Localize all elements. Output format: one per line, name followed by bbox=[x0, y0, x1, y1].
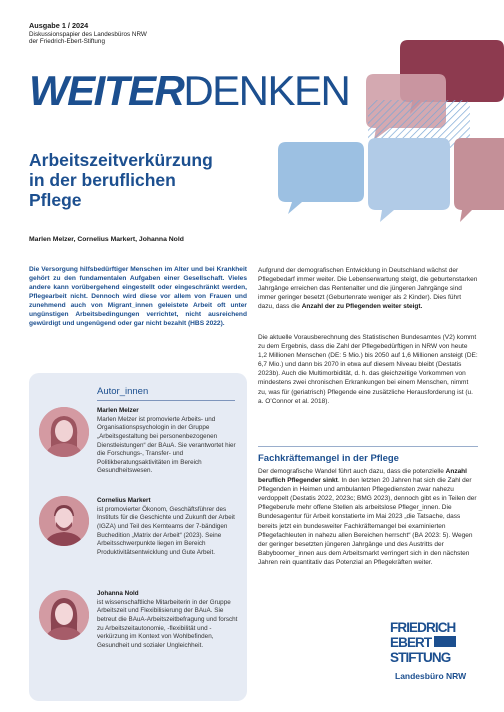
author-box-title: Autor_innen bbox=[97, 386, 149, 397]
fes-logo-line-3: STIFTUNG bbox=[390, 650, 451, 665]
author-melzer bbox=[97, 407, 242, 476]
title-line-3: Pflege bbox=[29, 190, 82, 211]
body-paragraph-3-text-b: . In den letzten 20 Jahren hat sich die Zahl der Pflegenden in Heimen und ambulanten Pflegediensten zwar nahezu verdoppelt (Destatis 2022, 2023c; BMG 2023), dennoch gibt es in Teilen der Pflegeberufe mehr offene Stellen als arbeitslose Pfleger_innen. Die Bundesagentur für Arbeit konstatierte im Mai 2023 „die Tatsache, dass bereits jetzt ein bundesweiter Fachkräftemangel bei examinierten Pflegefachleuten in nahezu allen Bereichen herrscht“ (BA 2023: 5). Wegen der geringer besetzten jüngeren Jahrgänge und des Austritts der Babyboomer_innen aus dem Arbeitsmarkt verringert sich in den nächsten Jahren rein quantitativ das Potenzial an Pflegekräften weiter. bbox=[258, 477, 477, 566]
series-logo-part-2: DENKEN bbox=[183, 67, 350, 114]
publisher-line-1: Diskussionspapier des Landesbüros NRW bbox=[29, 30, 147, 38]
regional-office-label: Landesbüro NRW bbox=[395, 671, 467, 681]
intro-paragraph: Die Versorgung hilfsbedürftiger Menschen im Alter und bei Krankheit gehört zu den fundamentalen Aufgaben einer Gesellschaft. Vieles andere kann vorübergehend eingestellt oder eingeschränkt werden, Pflegearbeit nicht. Dennoch wird diese vor allem von Frauen und zunehmend auch von Migrant_innen geleistete Arbeit oft unter ungünstigen Arbeitsbedingungen verrichtet, nicht ausreichend gewürdigt und ungenügend oder gar nicht bezahlt (HBS 2022). bbox=[29, 266, 247, 327]
section-heading: Fachkräftemangel in der Pflege bbox=[258, 446, 478, 464]
speech-bubble-blue-mid bbox=[368, 138, 450, 222]
author-nold-name: Johanna Nold bbox=[97, 590, 139, 597]
author-photo-nold bbox=[39, 590, 89, 640]
author-markert-name: Cornelius Markert bbox=[97, 497, 151, 504]
author-photo-markert bbox=[39, 496, 89, 546]
fes-logo-bar bbox=[434, 636, 456, 647]
issue-number: Ausgabe 1 / 2024 bbox=[29, 21, 89, 30]
body-paragraph-1-text: Aufgrund der demografischen Entwicklung in Deutschland wächst der Pflegebedarf immer weiter. Die Lebenserwartung steigt, die geburtenstarken Jahrgänge erreichen das Rentenalter und die jüngeren Jahrgänge sind immer geringer besetzt (Geburtenrate weniger als 2 Kinder). Dies führt dazu, dass die bbox=[258, 267, 478, 311]
series-logo-part-1: WEITER bbox=[29, 67, 184, 114]
author-photo-melzer bbox=[39, 407, 89, 457]
author-box-divider bbox=[97, 400, 235, 401]
speech-bubbles-graphic bbox=[272, 28, 504, 228]
page-title bbox=[29, 150, 269, 210]
author-markert bbox=[97, 497, 242, 557]
body-paragraph-2: Die aktuelle Vorausberechnung des Statistischen Bundesamtes (V2) kommt zu dem Ergebnis, dass die Zahl der Pflegebedürftigen in NRW von heute 1,2 Millionen Menschen (DE: 5 Mio.) bis 2050 auf 1,6 Millionen ansteigt (DE: 6,7 Mio.) und dann bis 2070 in etwa auf diesem Niveau bleibt (Destatis 2023b). Auch die Multimorbidität, d. h. das gleichzeitige Vorkommen von mindestens zwei chronischen Erkrankungen bei einem Menschen, nimmt zu, was für (geriatrisch) Pflegende eine zusätzliche Herausforderung ist (u. a. O’Connor et al. 2018). bbox=[258, 334, 478, 405]
title-line-1: Arbeitszeitverkürzung bbox=[29, 150, 213, 170]
author-melzer-name: Marlen Melzer bbox=[97, 407, 139, 414]
publisher-line-2: der Friedrich-Ebert-Stiftung bbox=[29, 38, 105, 46]
title-line-2: in der beruflichen bbox=[29, 170, 176, 191]
speech-bubble-rose-right bbox=[454, 138, 504, 222]
body-paragraph-3 bbox=[258, 467, 478, 567]
person-icon bbox=[39, 496, 89, 546]
fes-logo-line-1: FRIEDRICH bbox=[390, 620, 456, 635]
author-nold-bio: ist wissenschaftliche Mitarbeiterin in der Gruppe Arbeitszeit und Flexibilisierung der BAuA. Sie betreut die BAuA-Arbeitszeitbefragung und forscht zu Arbeitszeitautonomie, -flexibilität und -verkürzung im Kontext von Wohlbefinden, Gesundheit und sozialer Ungleichheit. bbox=[97, 598, 238, 649]
issue-header bbox=[29, 22, 147, 46]
fes-logo-line-2: EBERT bbox=[390, 635, 432, 650]
person-icon bbox=[39, 590, 89, 640]
author-markert-bio: ist promovierter Ökonom, Geschäftsführer des Instituts für die Geschichte und Zukunft der Arbeit (IGZA) und Teil des Kernteams der 7-bändigen Buchedition „Matrix der Arbeit“ (2023). Seine Arbeitsschwerpunkte liegen im Bereich Produktivitätsentwicklung und Gute Arbeit. bbox=[97, 505, 235, 556]
body-paragraph-1-emphasis: Anzahl der zu Pflegenden weiter steigt. bbox=[301, 303, 423, 311]
author-melzer-bio: Marlen Melzer ist promovierte Arbeits- und Organisationspsychologin in der Gruppe „Arbeitsgestaltung bei personenbezogenen Dienstleistungen“ der BAuA. Sie verantwortet hier die Forschungs-, Transfer- und Politikberatungsaktivitäten im Bereich Gesundheitswesen. bbox=[97, 415, 236, 475]
fes-logo bbox=[390, 619, 476, 667]
person-icon bbox=[39, 407, 89, 457]
body-paragraph-3-text-a: Der demografische Wandel führt auch dazu, dass die potenzielle bbox=[258, 468, 446, 475]
body-paragraph-3-emphasis: Anzahl beruflich Pflegender sinkt bbox=[258, 468, 467, 485]
body-paragraph-1 bbox=[258, 266, 478, 311]
author-nold bbox=[97, 590, 242, 650]
speech-bubble-blue-left bbox=[278, 142, 364, 214]
author-byline: Marlen Melzer, Cornelius Markert, Johanna Nold bbox=[29, 236, 184, 243]
